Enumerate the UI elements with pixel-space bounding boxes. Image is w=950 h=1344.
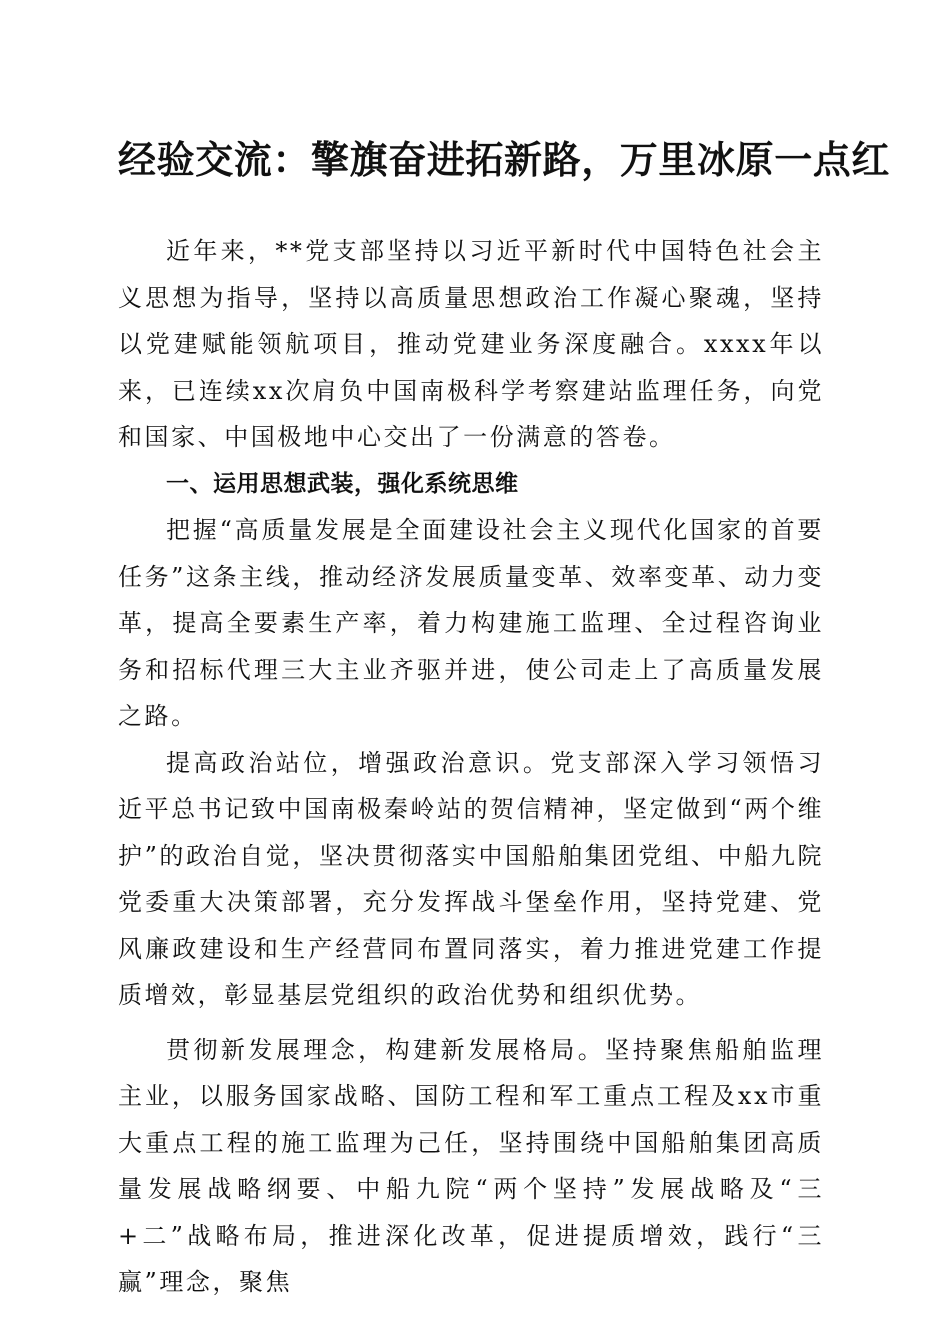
section-1-paragraph-2: 提高政治站位，增强政治意识。党支部深入学习领悟习近平总书记致中国南极秦岭站的贺信精神，坚定做到“两个维护”的政治自觉，坚决贯彻落实中国船舶集团党组、中船九院党委重大决策部署，充分发挥战斗堡垒作用，坚持党建、党风廉政建设和生产经营同布置同落实，着力推进党建工作提质增效，彰显基层党组织的政治优势和组织优势。 [118,748,824,1009]
section-1-paragraph-3: 贯彻新发展理念，构建新发展格局。坚持聚焦船舶监理主业，以服务国家战略、国防工程和军工重点工程及xx市重大重点工程的施工监理为己任，坚持围绕中国船舶集团高质量发展战略纲要、中船九院“两个坚持”发展战略及“三+二”战略布局，推进深化改革，促进提质增效，践行“三赢”理念，聚焦 [118,1035,824,1296]
document-title: 经验交流：擎旗奋进拓新路，万里冰原一点红 [118,137,891,182]
document-body [118,228,824,1306]
section-1-paragraph-1: 把握“高质量发展是全面建设社会主义现代化国家的首要任务”这条主线，推动经济发展质量变革、效率变革、动力变革，提高全要素生产率，着力构建施工监理、全过程咨询业务和招标代理三大主业齐驱并进，使公司走上了高质量发展之路。 [118,516,824,730]
intro-paragraph: 近年来，**党支部坚持以习近平新时代中国特色社会主义思想为指导，坚持以高质量思想政治工作凝心聚魂，坚持以党建赋能领航项目，推动党建业务深度融合。xxxx年以来，已连续xx次肩负中国南极科学考察建站监理任务，向党和国家、中国极地中心交出了一份满意的答卷。 [118,237,824,451]
section-heading-1: 一、运用思想武装，强化系统思维 [166,470,519,497]
